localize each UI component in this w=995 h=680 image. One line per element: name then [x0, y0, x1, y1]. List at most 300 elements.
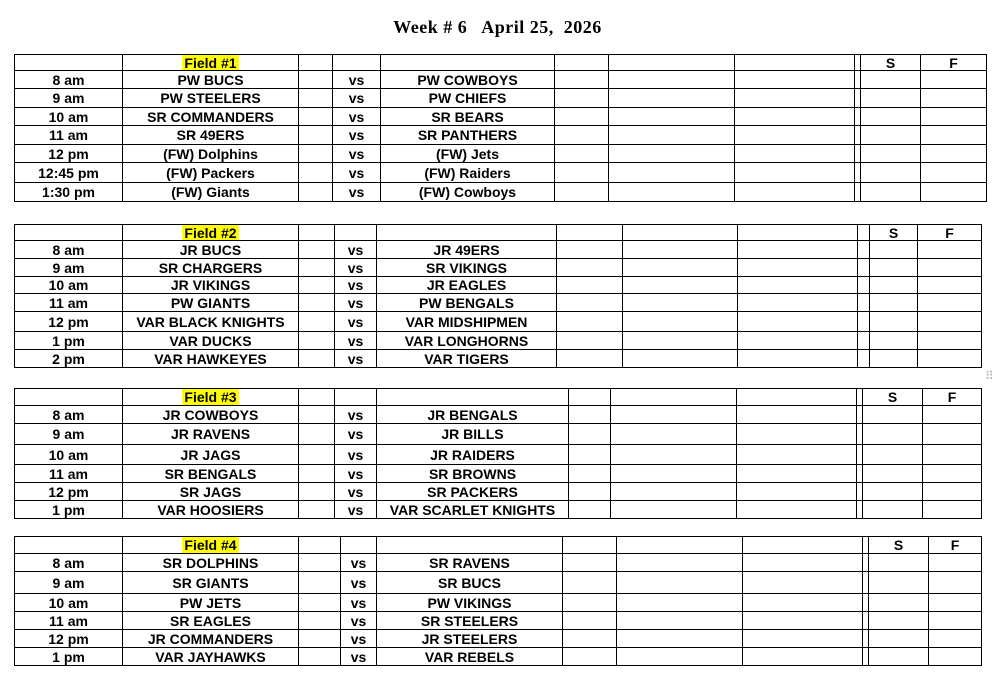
score-s-header: S [863, 389, 923, 406]
empty-cell [735, 71, 855, 89]
empty-cell [617, 554, 743, 572]
home-team: SR GIANTS [123, 572, 299, 594]
game-row [15, 126, 987, 145]
score-s-cell [861, 163, 921, 183]
empty-cell [299, 389, 335, 406]
game-time: 1:30 pm [15, 183, 123, 202]
home-team: JR COMMANDERS [123, 630, 299, 648]
game-row [15, 612, 982, 630]
score-f-cell [918, 350, 982, 368]
game-row [15, 312, 982, 332]
away-team: VAR TIGERS [377, 350, 557, 368]
vs-label: vs [335, 465, 377, 483]
field-label: Field #2 [184, 224, 237, 241]
game-row [15, 241, 982, 259]
game-time: 1 pm [15, 501, 123, 519]
vs-label: vs [335, 277, 377, 294]
away-team: VAR REBELS [377, 648, 563, 666]
score-s-cell [863, 465, 923, 483]
field-label: Field #4 [184, 537, 237, 553]
empty-cell [611, 465, 737, 483]
empty-cell [299, 501, 335, 519]
vs-label: vs [333, 89, 381, 108]
time-header-cell [15, 389, 123, 406]
game-row [15, 294, 982, 312]
empty-cell [299, 483, 335, 501]
score-s-cell [870, 332, 918, 350]
score-f-cell [918, 241, 982, 259]
field-header-cell [123, 537, 299, 554]
away-team: PW VIKINGS [377, 594, 563, 612]
vs-label: vs [333, 108, 381, 126]
game-time: 9 am [15, 572, 123, 594]
empty-cell [563, 630, 617, 648]
field-1-schedule-table [14, 54, 987, 202]
score-s-cell [870, 241, 918, 259]
empty-cell [555, 126, 609, 145]
empty-cell [738, 294, 858, 312]
empty-cell [735, 163, 855, 183]
empty-cell [557, 312, 623, 332]
game-row [15, 71, 987, 89]
empty-cell [299, 225, 335, 241]
vs-label: vs [333, 126, 381, 145]
empty-cell [299, 594, 341, 612]
empty-cell [609, 55, 735, 71]
away-team: SR BROWNS [377, 465, 569, 483]
empty-cell [743, 572, 863, 594]
empty-cell [858, 277, 870, 294]
empty-cell [858, 312, 870, 332]
empty-cell [563, 648, 617, 666]
score-f-cell [918, 277, 982, 294]
empty-cell [738, 277, 858, 294]
vs-label: vs [333, 71, 381, 89]
empty-cell [617, 630, 743, 648]
score-f-cell [923, 445, 982, 465]
score-s-cell [869, 648, 929, 666]
empty-cell [737, 406, 857, 424]
away-team: PW COWBOYS [381, 71, 555, 89]
field-4-schedule-table [14, 536, 982, 666]
game-row [15, 332, 982, 350]
field-header-cell [123, 389, 299, 406]
empty-cell [557, 241, 623, 259]
empty-cell [623, 294, 738, 312]
empty-cell [743, 554, 863, 572]
field-header-row [15, 225, 982, 241]
page-title: Week # 6 April 25, 2026 [393, 17, 602, 37]
vs-label: vs [333, 183, 381, 202]
score-s-cell [870, 294, 918, 312]
empty-cell [299, 630, 341, 648]
field-header-cell [123, 55, 299, 71]
empty-cell [563, 572, 617, 594]
score-f-cell [921, 145, 987, 163]
empty-cell [299, 648, 341, 666]
empty-cell [569, 465, 611, 483]
score-f-cell [918, 312, 982, 332]
empty-cell [735, 145, 855, 163]
away-team: SR PACKERS [377, 483, 569, 501]
score-f-cell [921, 71, 987, 89]
game-row [15, 163, 987, 183]
vs-label: vs [335, 483, 377, 501]
game-row [15, 554, 982, 572]
empty-cell [609, 183, 735, 202]
empty-cell [623, 241, 738, 259]
home-team: VAR HOOSIERS [123, 501, 299, 519]
game-time: 11 am [15, 465, 123, 483]
empty-cell [737, 389, 857, 406]
empty-cell [555, 89, 609, 108]
empty-cell [611, 445, 737, 465]
empty-cell [299, 89, 333, 108]
empty-cell [623, 350, 738, 368]
vs-label: vs [335, 350, 377, 368]
empty-cell [609, 108, 735, 126]
score-f-cell [921, 183, 987, 202]
empty-cell [609, 126, 735, 145]
game-time: 10 am [15, 594, 123, 612]
game-row [15, 406, 982, 424]
empty-cell [299, 612, 341, 630]
game-time: 2 pm [15, 350, 123, 368]
game-time: 8 am [15, 241, 123, 259]
away-team: JR 49ERS [377, 241, 557, 259]
away-team: SR PANTHERS [381, 126, 555, 145]
empty-cell [299, 108, 333, 126]
vs-label: vs [341, 648, 377, 666]
empty-cell [737, 445, 857, 465]
drag-handle-icon[interactable]: ⠿ [985, 369, 994, 383]
empty-cell [737, 483, 857, 501]
empty-cell [735, 126, 855, 145]
empty-cell [623, 312, 738, 332]
game-time: 11 am [15, 612, 123, 630]
home-team: (FW) Giants [123, 183, 299, 202]
empty-cell [299, 183, 333, 202]
away-team: SR RAVENS [377, 554, 563, 572]
vs-label: vs [341, 630, 377, 648]
empty-cell [617, 572, 743, 594]
game-time: 1 pm [15, 648, 123, 666]
empty-cell [555, 71, 609, 89]
vs-label: vs [335, 332, 377, 350]
home-team: SR CHARGERS [123, 259, 299, 277]
empty-cell [858, 350, 870, 368]
away-team: JR STEELERS [377, 630, 563, 648]
vs-label: vs [341, 612, 377, 630]
empty-cell [299, 572, 341, 594]
empty-cell [299, 537, 341, 554]
empty-cell [555, 108, 609, 126]
empty-cell [557, 225, 623, 241]
empty-cell [738, 259, 858, 277]
empty-cell [623, 277, 738, 294]
empty-cell [335, 389, 377, 406]
game-time: 11 am [15, 126, 123, 145]
score-s-header: S [861, 55, 921, 71]
game-row [15, 350, 982, 368]
score-f-header: F [918, 225, 982, 241]
game-time: 12 pm [15, 145, 123, 163]
empty-cell [738, 350, 858, 368]
game-row [15, 259, 982, 277]
score-f-cell [918, 294, 982, 312]
game-row [15, 277, 982, 294]
empty-cell [858, 332, 870, 350]
score-s-cell [870, 277, 918, 294]
score-s-cell [870, 312, 918, 332]
home-team: (FW) Packers [123, 163, 299, 183]
empty-cell [299, 445, 335, 465]
score-f-cell [923, 483, 982, 501]
score-s-cell [869, 554, 929, 572]
empty-cell [299, 241, 335, 259]
empty-cell [738, 312, 858, 332]
vs-label: vs [335, 259, 377, 277]
home-team: SR COMMANDERS [123, 108, 299, 126]
field-header-row [15, 389, 982, 406]
empty-cell [738, 225, 858, 241]
empty-cell [299, 163, 333, 183]
home-team: VAR DUCKS [123, 332, 299, 350]
empty-cell [333, 55, 381, 71]
empty-cell [623, 225, 738, 241]
game-row [15, 501, 982, 519]
empty-cell [299, 350, 335, 368]
time-header-cell [15, 537, 123, 554]
empty-cell [617, 612, 743, 630]
empty-cell [611, 406, 737, 424]
empty-cell [335, 225, 377, 241]
vs-label: vs [333, 163, 381, 183]
empty-cell [555, 145, 609, 163]
empty-cell [377, 537, 563, 554]
home-team: JR VIKINGS [123, 277, 299, 294]
home-team: VAR JAYHAWKS [123, 648, 299, 666]
score-f-cell [923, 424, 982, 445]
home-team: PW STEELERS [123, 89, 299, 108]
score-s-cell [861, 71, 921, 89]
empty-cell [569, 406, 611, 424]
empty-cell [557, 277, 623, 294]
home-team: (FW) Dolphins [123, 145, 299, 163]
empty-cell [299, 294, 335, 312]
home-team: VAR HAWKEYES [123, 350, 299, 368]
score-s-cell [863, 501, 923, 519]
empty-cell [299, 126, 333, 145]
vs-label: vs [335, 312, 377, 332]
game-row [15, 424, 982, 445]
away-team: VAR SCARLET KNIGHTS [377, 501, 569, 519]
game-time: 10 am [15, 445, 123, 465]
score-f-cell [929, 648, 982, 666]
score-s-cell [863, 445, 923, 465]
score-f-header: F [923, 389, 982, 406]
score-s-cell [863, 406, 923, 424]
empty-cell [569, 445, 611, 465]
vs-label: vs [335, 501, 377, 519]
empty-cell [609, 145, 735, 163]
empty-cell [743, 648, 863, 666]
vs-label: vs [335, 406, 377, 424]
game-row [15, 183, 987, 202]
empty-cell [555, 183, 609, 202]
score-f-cell [929, 630, 982, 648]
empty-cell [557, 259, 623, 277]
game-time: 10 am [15, 277, 123, 294]
empty-cell [299, 71, 333, 89]
empty-cell [858, 294, 870, 312]
away-team: JR BILLS [377, 424, 569, 445]
field-label: Field #1 [184, 54, 237, 71]
score-s-header: S [870, 225, 918, 241]
game-time: 8 am [15, 554, 123, 572]
field-3-schedule-table [14, 388, 982, 519]
home-team: SR DOLPHINS [123, 554, 299, 572]
home-team: JR RAVENS [123, 424, 299, 445]
away-team: SR BEARS [381, 108, 555, 126]
game-time: 12 pm [15, 312, 123, 332]
empty-cell [858, 259, 870, 277]
home-team: JR COWBOYS [123, 406, 299, 424]
empty-cell [611, 483, 737, 501]
game-time: 12 pm [15, 483, 123, 501]
score-f-cell [929, 612, 982, 630]
score-f-cell [921, 89, 987, 108]
empty-cell [735, 55, 855, 71]
game-time: 10 am [15, 108, 123, 126]
empty-cell [743, 630, 863, 648]
empty-cell [299, 312, 335, 332]
away-team: (FW) Jets [381, 145, 555, 163]
score-s-cell [869, 630, 929, 648]
empty-cell [611, 424, 737, 445]
score-f-cell [918, 332, 982, 350]
empty-cell [611, 389, 737, 406]
vs-label: vs [341, 554, 377, 572]
empty-cell [569, 424, 611, 445]
score-f-cell [921, 163, 987, 183]
empty-cell [299, 406, 335, 424]
empty-cell [609, 163, 735, 183]
empty-cell [557, 332, 623, 350]
score-s-cell [861, 108, 921, 126]
empty-cell [858, 225, 870, 241]
score-s-cell [861, 145, 921, 163]
away-team: SR VIKINGS [377, 259, 557, 277]
game-time: 12:45 pm [15, 163, 123, 183]
empty-cell [377, 389, 569, 406]
empty-cell [299, 55, 333, 71]
score-f-cell [923, 465, 982, 483]
home-team: SR JAGS [123, 483, 299, 501]
away-team: VAR MIDSHIPMEN [377, 312, 557, 332]
empty-cell [377, 225, 557, 241]
field-header-cell [123, 225, 299, 241]
vs-label: vs [335, 241, 377, 259]
game-time: 9 am [15, 89, 123, 108]
score-s-header: S [869, 537, 929, 554]
game-time: 8 am [15, 71, 123, 89]
score-s-cell [870, 259, 918, 277]
vs-label: vs [341, 594, 377, 612]
game-time: 9 am [15, 424, 123, 445]
field-label: Field #3 [184, 389, 237, 405]
empty-cell [617, 648, 743, 666]
empty-cell [555, 55, 609, 71]
game-row [15, 89, 987, 108]
score-s-cell [861, 183, 921, 202]
empty-cell [299, 259, 335, 277]
game-time: 12 pm [15, 630, 123, 648]
empty-cell [623, 332, 738, 350]
empty-cell [563, 537, 617, 554]
game-row [15, 108, 987, 126]
vs-label: vs [341, 572, 377, 594]
vs-label: vs [333, 145, 381, 163]
empty-cell [557, 350, 623, 368]
empty-cell [299, 465, 335, 483]
home-team: VAR BLACK KNIGHTS [123, 312, 299, 332]
game-time: 8 am [15, 406, 123, 424]
away-team: (FW) Cowboys [381, 183, 555, 202]
vs-label: vs [335, 294, 377, 312]
home-team: SR 49ERS [123, 126, 299, 145]
game-row [15, 145, 987, 163]
game-time: 9 am [15, 259, 123, 277]
away-team: PW BENGALS [377, 294, 557, 312]
score-s-cell [869, 594, 929, 612]
empty-cell [743, 594, 863, 612]
empty-cell [737, 424, 857, 445]
away-team: SR STEELERS [377, 612, 563, 630]
empty-cell [617, 594, 743, 612]
score-s-cell [861, 126, 921, 145]
vs-label: vs [335, 445, 377, 465]
empty-cell [623, 259, 738, 277]
time-header-cell [15, 225, 123, 241]
empty-cell [737, 465, 857, 483]
game-row [15, 630, 982, 648]
empty-cell [555, 163, 609, 183]
game-time: 1 pm [15, 332, 123, 350]
empty-cell [563, 594, 617, 612]
away-team: JR RAIDERS [377, 445, 569, 465]
field-header-row [15, 537, 982, 554]
empty-cell [743, 537, 863, 554]
score-f-cell [923, 501, 982, 519]
away-team: JR EAGLES [377, 277, 557, 294]
score-f-cell [923, 406, 982, 424]
score-s-cell [863, 424, 923, 445]
score-f-cell [929, 572, 982, 594]
game-row [15, 465, 982, 483]
empty-cell [563, 554, 617, 572]
empty-cell [735, 89, 855, 108]
score-s-cell [869, 572, 929, 594]
empty-cell [569, 483, 611, 501]
field-header-row [15, 55, 987, 71]
game-row [15, 445, 982, 465]
empty-cell [737, 501, 857, 519]
score-f-header: F [929, 537, 982, 554]
score-f-cell [921, 126, 987, 145]
empty-cell [735, 108, 855, 126]
home-team: PW JETS [123, 594, 299, 612]
